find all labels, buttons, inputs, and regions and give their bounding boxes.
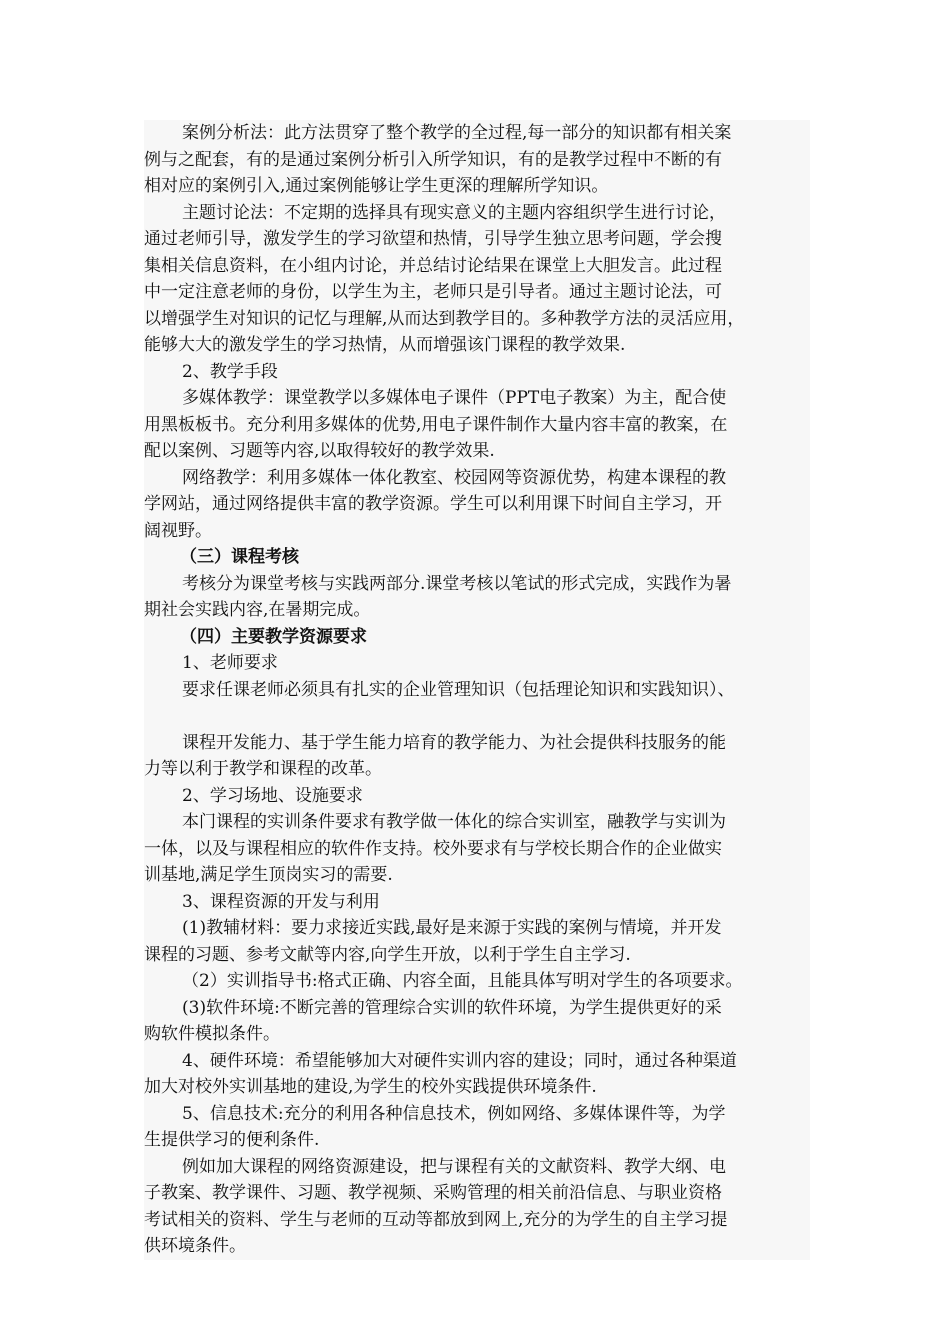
text-line: 2、学习场地、设施要求 [182,785,363,806]
paragraph-gap [144,703,810,730]
text-line: 多媒体教学：课堂教学以多媒体电子课件（PPT电子教案）为主，配合使 [182,388,727,408]
text-line: 能够大大的激发学生的学习热情，从而增强该门课程的教学效果. [144,335,626,355]
text-line: 学网站，通过网络提供丰富的教学资源。学生可以利用课下时间自主学习，开 [144,494,722,514]
text-line: 要求任课老师必须具有扎实的企业管理知识（包括理论知识和实践知识）、 [182,679,735,700]
text-line: 例与之配套，有的是通过案例分析引入所学知识，有的是教学过程中不断的有 [144,149,722,170]
text-line: 购软件模拟条件。 [144,1024,280,1044]
text-line: 1、老师要求 [182,653,278,673]
text-line: 加大对校外实训基地的建设,为学生的校外实践提供环境条件. [144,1077,597,1097]
text-line: （2）实训指导书:格式正确、内容全面，且能具体写明对学生的各项要求。 [182,971,743,991]
text-line: 主题讨论法：不定期的选择具有现实意义的主题内容组织学生进行讨论， [182,202,726,223]
text-line: (3)软件环境:不断完善的管理综合实训的软件环境，为学生提供更好的采 [182,997,722,1018]
text-line: 2、教学手段 [182,361,278,382]
section-heading: （三）课程考核 [180,547,299,567]
text-line: 以增强学生对知识的记忆与理解,从而达到教学目的。多种教学方法的灵活应用， [144,308,745,329]
text-line: 供环境条件。 [144,1236,246,1256]
text-line: 集相关信息资料，在小组内讨论，并总结讨论结果在课堂上大胆发言。此过程 [144,255,722,276]
text-line: 子教案、教学课件、习题、教学视频、采购管理的相关前沿信息、与职业资格 [144,1183,722,1203]
text-line: 力等以利于教学和课程的改革。 [144,759,382,779]
section-heading: （四）主要教学资源要求 [180,626,367,647]
text-line: 生提供学习的便利条件. [144,1130,320,1150]
text-line: 期社会实践内容,在暑期完成。 [144,600,371,620]
text-line: 一体，以及与课程相应的软件作支持。校外要求有与学校长期合作的企业做实 [144,838,722,859]
text-line: 配以案例、习题等内容,以取得较好的教学效果. [144,441,495,461]
text-line: 课程的习题、参考文献等内容,向学生开放，以利于学生自主学习. [144,944,631,965]
text-line: 3、课程资源的开发与利用 [182,891,380,912]
text-line: 4、硬件环境：希望能够加大对硬件实训内容的建设；同时，通过各种渠道 [182,1050,737,1071]
text-line: 通过老师引导，激发学生的学习欲望和热情，引导学生独立思考问题，学会搜 [144,229,722,249]
text-line: 阔视野。 [144,520,212,541]
text-line: 本门课程的实训条件要求有教学做一体化的综合实训室，融教学与实训为 [182,812,726,832]
text-line: 5、信息技术:充分的利用各种信息技术，例如网络、多媒体课件等，为学 [182,1103,726,1124]
text-line: 案例分析法：此方法贯穿了整个教学的全过程,每一部分的知识都有相关案 [182,123,732,143]
document-body [144,120,810,1260]
text-line: 用黑板板书。充分利用多媒体的优势,用电子课件制作大量内容丰富的教案，在 [144,414,728,435]
text-line: 中一定注意老师的身份，以学生为主，老师只是引导者。通过主题讨论法，可 [144,282,722,302]
text-line: 网络教学：利用多媒体一体化教室、校园网等资源优势，构建本课程的教 [182,467,726,488]
text-line: 课程开发能力、基于学生能力培育的教学能力、为社会提供科技服务的能 [182,732,726,753]
text-line: (1)教辅材料：要力求接近实践,最好是来源于实践的案例与情境，并开发 [182,918,722,938]
text-line: 训基地,满足学生顶岗实习的需要. [144,865,393,885]
text-line: 考试相关的资料、学生与老师的互动等都放到网上,充分的为学生的自主学习提 [144,1209,728,1230]
text-line: 考核分为课堂考核与实践两部分.课堂考核以笔试的形式完成，实践作为暑 [182,573,732,594]
text-line: 例如加大课程的网络资源建设，把与课程有关的文献资料、教学大纲、电 [182,1156,726,1177]
text-line: 相对应的案例引入,通过案例能够让学生更深的理解所学知识。 [144,176,609,196]
